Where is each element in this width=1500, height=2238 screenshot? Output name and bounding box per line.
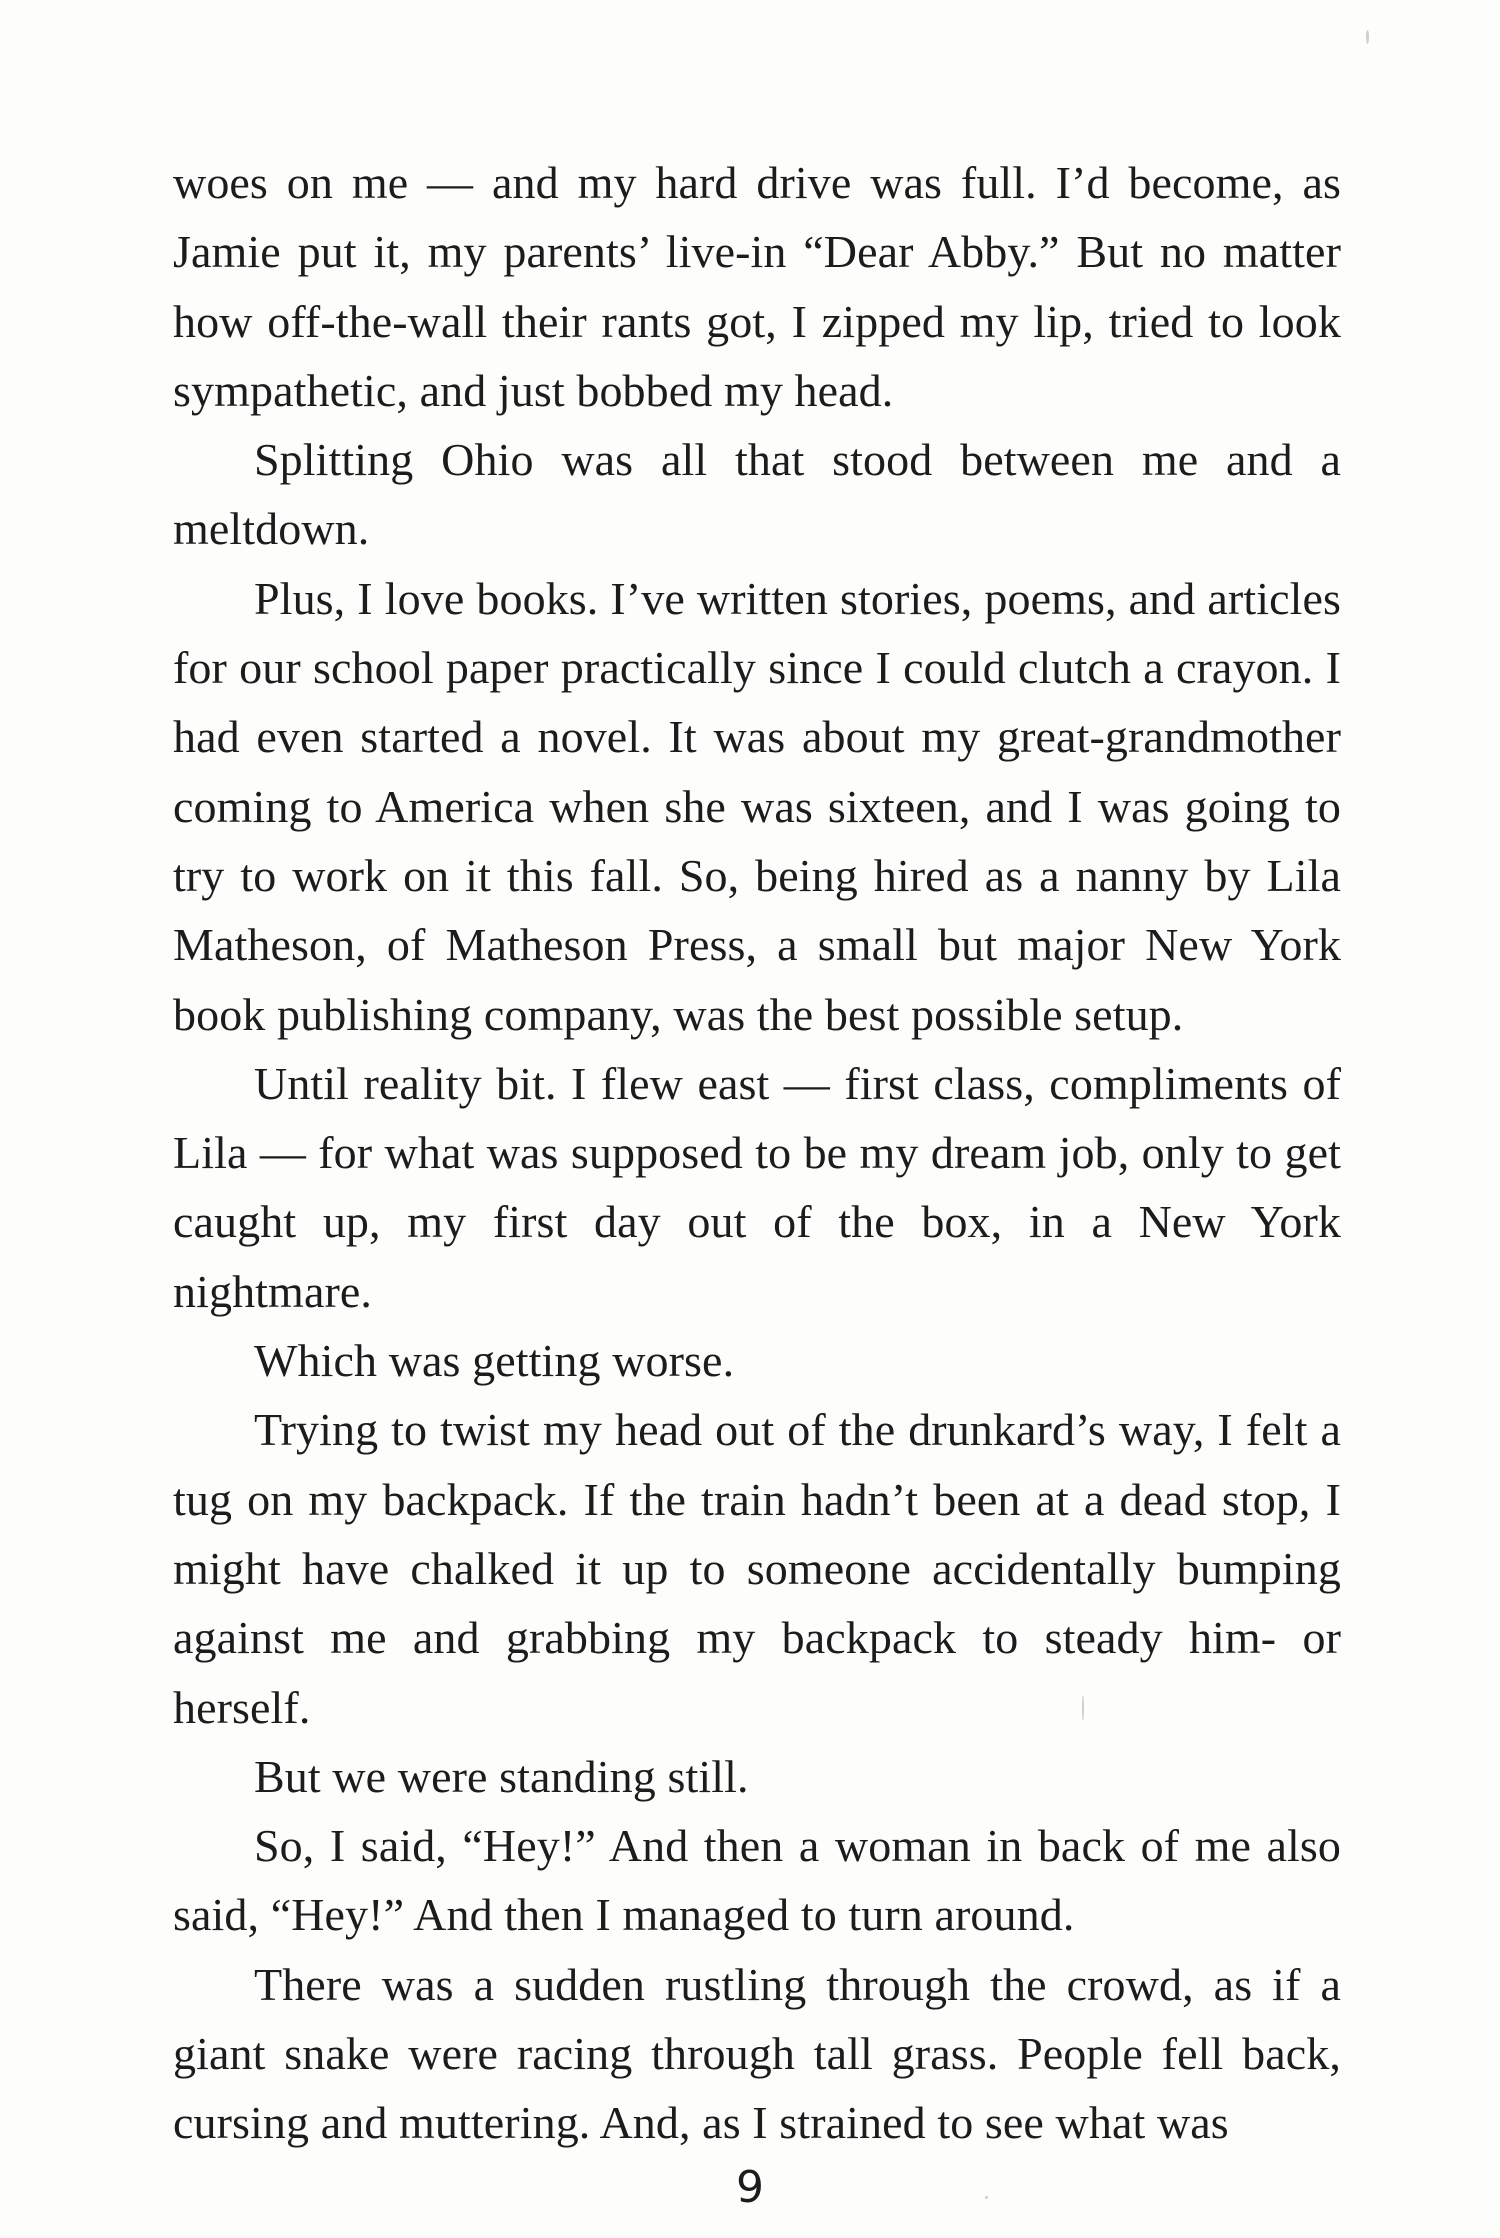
body-text [173, 148, 1341, 2158]
paragraph: But we were standing still. [254, 1750, 749, 1802]
paragraph: There was a sudden rustling through the crowd, as if a giant snake were racing through tall grass. People fell back, cursing and muttering. And, as I strained to see what was [173, 1958, 1341, 2149]
paper-speck [1366, 30, 1369, 44]
paragraph: woes on me — and my hard drive was full. I’d become, as Jamie put it, my parents’ live-in “Dear Abby.” But no matter how off-the-wall their rants got, I zipped my lip, tried to look sympathetic, and just bobbed my head. [173, 157, 1341, 416]
page-number: 9 [736, 2162, 764, 2213]
paragraph: Plus, I love books. I’ve written stories, poems, and articles for our school paper practically since I could clutch a crayon. I had even started a novel. It was about my great-grandmother coming to America when she was sixteen, and I was going to try to work on it this fall. So, being hired as a nanny by Lila Matheson, of Matheson Press, a small but major New York book publishing company, was the best possible setup. [173, 572, 1341, 1040]
paragraph: Trying to twist my head out of the drunkard’s way, I felt a tug on my backpack. If the train hadn’t been at a dead stop, I might have chalked it up to someone accidentally bumping against me and grabbing my backpack to steady him- or herself. [173, 1404, 1341, 1733]
paragraph: Which was getting worse. [254, 1335, 735, 1387]
paragraph: So, I said, “Hey!” And then a woman in back of me also said, “Hey!” And then I managed to turn around. [173, 1820, 1341, 1941]
paragraph: Until reality bit. I flew east — first class, compliments of Lila — for what was supposed to be my dream job, only to get caught up, my first day out of the box, in a New York nightmare. [173, 1057, 1341, 1317]
paragraph: Splitting Ohio was all that stood between me and a meltdown. [173, 434, 1341, 555]
